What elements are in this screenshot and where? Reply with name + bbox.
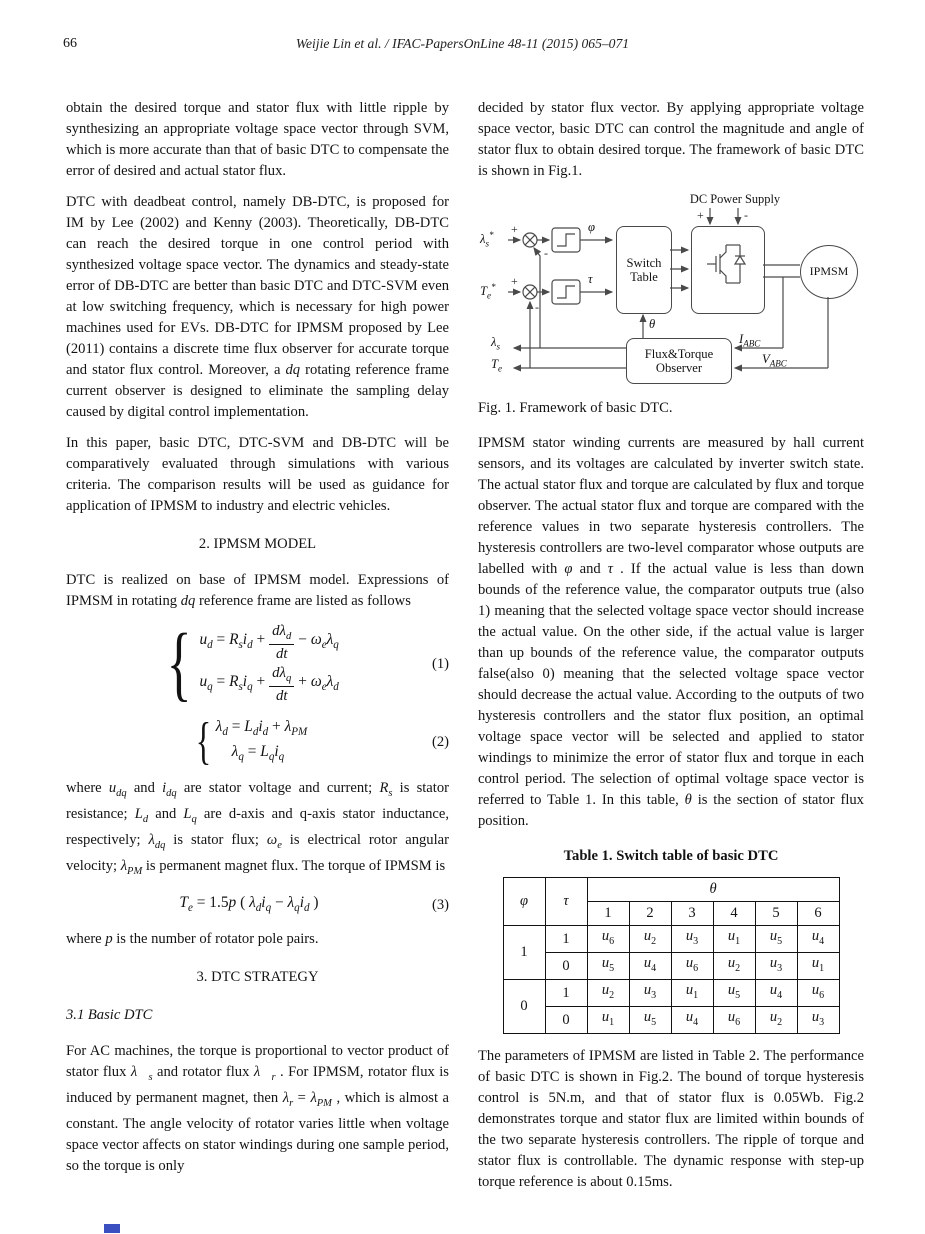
eq-term: $u_d = R_si_d$ +	[199, 631, 266, 652]
eq-term: $\lambda_d = L_di_d + \lambda_{PM}$	[215, 717, 308, 739]
vector-cell: $u_5$	[587, 953, 629, 980]
eq-term: $T_e = 1.5p$ ( $\lambda_di_q - \lambda_qi_d$ )	[179, 893, 319, 914]
phi-header: φ	[503, 878, 545, 926]
inverter-box	[691, 226, 765, 314]
flux-minus-sign: -	[544, 246, 548, 260]
section-heading-dtc-strategy: 3. DTC STRATEGY	[196, 968, 319, 985]
flux-feedback-label: $\lambda_s$	[491, 335, 500, 352]
equation-number: (2)	[431, 733, 449, 750]
switch-table-row	[503, 926, 839, 953]
torque-feedback-line	[514, 302, 626, 368]
switch-table-label-1: Switch	[626, 255, 662, 270]
phi-signal-label: φ	[588, 220, 595, 234]
vector-cell: $u_5$	[629, 1007, 671, 1034]
eq-term: − $\omega_e\lambda_q$	[298, 631, 339, 652]
torque-reference-path	[508, 280, 612, 304]
switch-table-label-2: Table	[630, 270, 658, 284]
tau-value: 1	[545, 926, 587, 953]
flux-plus-sign: +	[511, 222, 518, 236]
observer-label-2: Observer	[655, 361, 703, 375]
vector-cell: $u_6$	[587, 926, 629, 953]
vector-cell: $u_2$	[587, 980, 629, 1007]
torque-reference-label: $T_e^*$	[480, 282, 496, 301]
dc-power-supply-label: DC Power Supply	[689, 192, 781, 206]
tau-signal-label: τ	[588, 272, 593, 286]
paragraph: IPMSM stator winding currents are measured by hall current sensors, and its voltages are calculated by inverter switch state. The actual stator flux and torque are calculated by flux and torque observer. The actual stator flux and torque are compared with the reference values in two separate hysteresis controllers. The hysteresis controllers are two-level comparator whose outputs are labelled with φ and τ . If the actual value is less than down bounds of the reference value, the comparator outputs true (also 1) meaning that the selected voltage space vector should increase the actual value. On the other side, if the actual value is larger than up bounds of the reference value, the comparator outputs false(also 0) meaning that the selected voltage space vector should decrease the actual value. According to the outputs of two hysteresis controllers and the stator flux position, an optimal voltage space vector will be selected and applied to stator windings to minimize the error of stator flux and torque in each control period. The selection of optimal voltage space vector is referred to Table 1. In this table, θ is the section of stator flux position.	[478, 435, 864, 829]
observer-label-1: Flux&Torque	[644, 346, 714, 361]
theta-signal-label: θ	[649, 317, 656, 331]
paragraph: where p is the number of rotator pole pairs.	[66, 930, 319, 947]
vector-cell: $u_6$	[671, 953, 713, 980]
ipmsm-label: IPMSM	[809, 264, 849, 279]
left-brace: {	[166, 617, 192, 710]
equation-number: (1)	[431, 655, 449, 672]
gate-signal-arrows	[670, 250, 688, 288]
phi-value: 1	[503, 926, 545, 980]
paragraph: In this paper, basic DTC, DTC-SVM and DB-DTC will be comparatively evaluated through simulations with various criteria. The comparison results will be used as guidance for application of IPMSM to industry and electric vehicles.	[66, 435, 449, 514]
vector-cell: $u_1$	[713, 926, 755, 953]
current-label: $I_{ABC}$	[739, 332, 761, 349]
observer-box	[626, 338, 732, 384]
torque-plus-sign: +	[511, 274, 518, 288]
switch-table-box	[616, 226, 672, 314]
vector-cell: $u_2$	[713, 953, 755, 980]
tau-header: τ	[545, 878, 587, 926]
figure-1-caption: Fig. 1. Framework of basic DTC.	[478, 400, 673, 416]
flux-reference-path	[508, 228, 612, 252]
vector-cell: $u_3$	[629, 980, 671, 1007]
vector-cell: $u_1$	[671, 980, 713, 1007]
vector-cell: $u_6$	[713, 1007, 755, 1034]
equation-1-line-2	[199, 664, 338, 706]
page-number: 66	[63, 36, 77, 51]
phi-value: 0	[503, 980, 545, 1034]
vector-cell: $u_4$	[629, 953, 671, 980]
flux-reference-label: $\lambda_s^*$	[480, 230, 494, 249]
numerator: $d\lambda_q$	[269, 665, 294, 686]
equation-1-body	[66, 617, 432, 710]
vector-cell: $u_1$	[587, 1007, 629, 1034]
switch-table-row	[503, 1007, 839, 1034]
dc-minus-sign: -	[744, 208, 748, 222]
paragraph: DTC is realized on base of IPMSM model. Expressions of IPMSM in rotating dq reference frame are listed as follows	[66, 572, 449, 609]
vector-cell: $u_6$	[797, 980, 839, 1007]
ipmsm-circle	[800, 245, 858, 299]
vector-cell: $u_5$	[755, 926, 797, 953]
torque-minus-sign: -	[535, 300, 539, 314]
flux-feedback-line	[514, 248, 626, 348]
paragraph: The parameters of IPMSM are listed in Table 2. The performance of basic DTC is shown in Fig.2. The bound of torque hysteresis control is 5N.m, and that of stator flux is 0.05Wb. Fig.2 demonstrates torque and stator flux are limited within bounds of the two separate hysteresis controllers. The ripple of torque and stator flux is controllable. The dynamic response with step-up torque reference is about 0.15ms.	[478, 1048, 864, 1190]
section-heading-ipmsm-model: 2. IPMSM MODEL	[198, 536, 317, 552]
switch-table-row	[503, 953, 839, 980]
vector-cell: $u_4$	[671, 1007, 713, 1034]
dc-supply-arrows	[710, 208, 738, 224]
paragraph: where $u_{dq}$ and $i_{dq}$ are stator voltage and current; $R_s$ is stator resistance; $L_d$ and $L_q$ are d-axis and q-axis stator inductance, respectively; $\lambda_{dq}$ is stator flux; $\omega_e$ is electrical rotor angular velocity; $\lambda_{PM}$ is permanent magnet flux. The torque of IPMSM is	[66, 780, 449, 877]
figure-1-diagram	[478, 192, 864, 394]
equation-3	[66, 892, 449, 919]
fraction	[269, 665, 294, 704]
vector-cell: $u_5$	[713, 980, 755, 1007]
sector-header: 4	[713, 902, 755, 926]
sector-header: 3	[671, 902, 713, 926]
vector-cell: $u_1$	[797, 953, 839, 980]
vector-cell: $u_4$	[797, 926, 839, 953]
denominator: dt	[275, 687, 288, 704]
vector-cell: $u_2$	[629, 926, 671, 953]
denominator: dt	[275, 645, 288, 662]
equation-1	[66, 617, 449, 710]
equation-2-line-1	[216, 717, 308, 742]
vector-cell: $u_3$	[797, 1007, 839, 1034]
numerator: $d\lambda_d$	[269, 623, 294, 644]
switch-table-row	[503, 980, 839, 1007]
vector-cell: $u_4$	[755, 980, 797, 1007]
torque-feedback-label: $T_e$	[491, 357, 503, 374]
paragraph: For AC machines, the torque is proportional to vector product of stator flux $\lambda⃗_s$ and rotator flux $\lambda⃗_r$ . For IPMSM, rotator flux is induced by permanent magnet, then $\lambda_r = \lambda_{PM}$ , which is almost a constant. The angle velocity of rotator varies little when voltage space vector affects on stator windings during one sample period, so the torque is only	[66, 1042, 449, 1174]
equation-3-body	[66, 892, 432, 919]
tau-value: 1	[545, 980, 587, 1007]
vector-cell: $u_3$	[671, 926, 713, 953]
tau-value: 0	[545, 953, 587, 980]
subsection-heading-basic-dtc: 3.1 Basic DTC	[66, 1006, 153, 1023]
eq-term: $\lambda_q = L_qi_q$	[231, 742, 285, 764]
pdf-link-artifact	[104, 1224, 120, 1233]
paragraph: decided by stator flux vector. By applying appropriate voltage space vector, basic DTC can control the magnitude and angle of stator flux to obtain desired torque. The framework of basic DTC is shown in Fig.1.	[478, 100, 864, 179]
equation-2-body	[66, 713, 432, 770]
equation-2-line-2	[216, 742, 308, 767]
paragraph: obtain the desired torque and stator flux with little ripple by synthesizing an appropriate voltage space vector through SVM, which is more accurate than that of basic DTC to compensate the error of desired and actual stator flux.	[66, 100, 449, 179]
vector-cell: $u_3$	[755, 953, 797, 980]
theta-header: θ	[587, 878, 839, 902]
table-1-title: Table 1. Switch table of basic DTC	[563, 848, 779, 864]
eq-term: + $\omega_e\lambda_d$	[298, 673, 339, 694]
equation-2	[66, 713, 449, 770]
eq-term: $u_q = R_si_q$ +	[199, 673, 266, 694]
fraction	[269, 623, 294, 662]
switch-table-body	[503, 926, 839, 1034]
equation-1-line-1	[199, 622, 338, 664]
equation-number: (3)	[431, 896, 449, 913]
sector-header: 5	[755, 902, 797, 926]
voltage-label: $V_{ABC}$	[762, 352, 787, 369]
sector-header: 1	[587, 902, 629, 926]
tau-value: 0	[545, 1007, 587, 1034]
paragraph: DTC with deadbeat control, namely DB-DTC, is proposed for IM by Lee (2002) and Kenny (2003). Theoretically, DB-DTC can reach the desired torque in one control period with synthesized voltage space vector. The dynamics and steady-state error of DB-DTC are better than basic DTC and DTC-SVM even at low switching frequency, which is necessary for high power machines used for EVs. DB-DTC for IPMSM proposed by Lee (2011) contains a discrete time flux observer for accurate torque and stator flux control. Moreover, a dq rotating reference frame current observer is designed to eliminate the sampling delay caused by digital control implementation.	[66, 194, 449, 420]
left-column	[66, 98, 449, 1187]
running-title: Weijie Lin et al. / IFAC-PapersOnLine 48-11 (2015) 065–071	[295, 36, 630, 51]
sector-header: 6	[797, 902, 839, 926]
left-brace: {	[195, 713, 211, 770]
switch-table	[503, 877, 840, 1034]
sector-header: 2	[629, 902, 671, 926]
right-column	[478, 98, 864, 1203]
three-phase-lines	[763, 265, 800, 277]
dc-plus-sign: +	[697, 208, 704, 222]
vector-cell: $u_2$	[755, 1007, 797, 1034]
